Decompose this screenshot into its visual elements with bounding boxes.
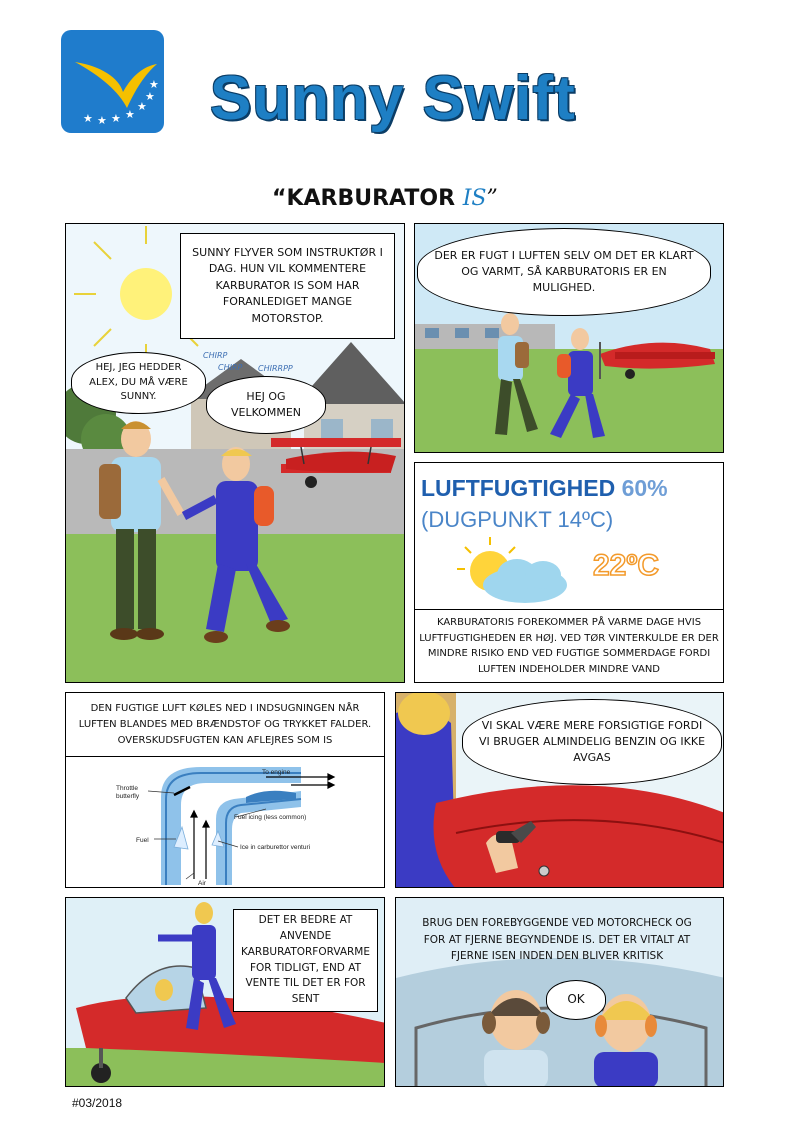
- chirp-1: CHIRP: [203, 351, 228, 360]
- carburettor-diagram: [66, 757, 384, 887]
- panel-4: [65, 692, 385, 888]
- panel-7: [395, 897, 724, 1087]
- diagram-label-air: Air: [198, 880, 206, 887]
- episode-title-accent: IS: [462, 186, 487, 211]
- panel-6: [65, 897, 385, 1087]
- svg-text:★: ★: [97, 114, 107, 127]
- svg-text:★: ★: [83, 112, 93, 125]
- panel-1-caption: SUNNY FLYVER SOM INSTRUKTØR I DAG. HUN VIL KOMMENTERE KARBURATOR IS SOM HAR FORANLEDIGET MANGE MOTORSTOP.: [180, 233, 395, 339]
- temperature-readout: 22ºC: [593, 549, 659, 582]
- panel-1: [65, 223, 405, 683]
- svg-text:★: ★: [149, 78, 159, 91]
- diagram-label-to-engine: To engine: [262, 769, 291, 776]
- panel-3: [414, 462, 724, 683]
- diagram-label-fuel: Fuel: [136, 837, 149, 844]
- panel-5: [395, 692, 724, 888]
- diagram-label-ice-venturi: Ice in carburettor venturi: [240, 844, 311, 851]
- swift-bird-stars-logo-icon: [61, 30, 164, 133]
- diagram-label-fuel-icing: Fuel icing (less common): [234, 814, 307, 821]
- panel-3-caption: KARBURATORIS FOREKOMMER PÅ VARME DAGE HVIS LUFTFUGTIGHEDEN ER HØJ. VED TØR VINTERKULDE ER DER MINDRE RISIKO END VED FUGTIGE SOMMERDAGE FORDI LUFTEN INDEHOLDER MINDRE VAND: [415, 609, 723, 682]
- alex-speech-bubble: HEJ, JEG HEDDER ALEX, DU MÅ VÆRE SUNNY.: [71, 352, 206, 414]
- svg-text:★: ★: [125, 108, 135, 121]
- quote-close: ”: [486, 186, 498, 211]
- quote-open: “: [272, 186, 287, 211]
- sun-cloud-icon: [445, 535, 575, 605]
- panel-2-speech-bubble: DER ER FUGT I LUFTEN SELV OM DET ER KLART OG VARMT, SÅ KARBURATORIS ER EN MULIGHED.: [417, 228, 711, 316]
- page-title: Sunny Swift: [210, 64, 576, 133]
- issue-number: #03/2018: [72, 1096, 123, 1110]
- panel-2: [414, 223, 724, 453]
- humidity-label: LUFTFUGTIGHED: [421, 475, 616, 501]
- diagram-label-butterfly: butterfly: [116, 793, 140, 800]
- dewpoint-readout: (DUGPUNKT 14ºC): [421, 507, 614, 532]
- svg-text:★: ★: [145, 90, 155, 103]
- svg-text:★: ★: [111, 112, 121, 125]
- panel-6-caption: DET ER BEDRE AT ANVENDE KARBURATORFORVARME FOR TIDLIGT, END AT VENTE TIL DET ER FOR SENT: [233, 909, 378, 1012]
- humidity-readout: [421, 475, 668, 502]
- sunny-speech-bubble: HEJ OG VELKOMMEN: [206, 376, 326, 434]
- humidity-value: 60%: [621, 475, 668, 501]
- svg-text:★: ★: [137, 100, 147, 113]
- diagram-label-throttle: Throttle: [116, 785, 139, 792]
- panel-7-speech-bubble: OK: [546, 980, 606, 1020]
- panel-4-caption: DEN FUGTIGE LUFT KØLES NED I INDSUGNINGEN NÅR LUFTEN BLANDES MED BRÆNDSTOF OG TRYKKET FALDER. OVERSKUDSFUGTEN KAN AFLEJRES SOM IS: [66, 693, 384, 757]
- panel-7-caption: BRUG DEN FOREBYGGENDE VED MOTORCHECK OG FOR AT FJERNE BEGYNDENDE IS. DET ER VITALT AT FJERNE ISEN INDEN DEN BLIVER KRITISK: [422, 916, 692, 963]
- panel-5-speech-bubble: VI SKAL VÆRE MERE FORSIGTIGE FORDI VI BRUGER ALMINDELIG BENZIN OG IKKE AVGAS: [462, 699, 722, 785]
- episode-title: [272, 186, 498, 211]
- chirp-3: CHIRRPP: [258, 364, 293, 373]
- chirp-2: CHIRP: [218, 363, 243, 372]
- logo: [61, 30, 164, 133]
- episode-title-main: KARBURATOR: [286, 186, 456, 211]
